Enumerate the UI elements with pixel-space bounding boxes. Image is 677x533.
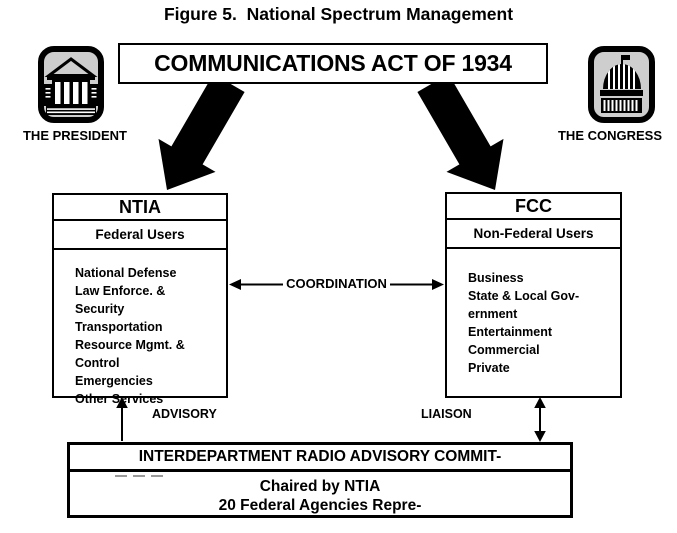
list-item: Commercial (468, 343, 540, 357)
coordination-label-text: COORDINATION (283, 276, 390, 291)
list-item: State & Local Gov- (468, 289, 580, 303)
list-item: Entertainment (468, 325, 553, 339)
list-item: National Defense (75, 266, 177, 280)
communications-act-box: COMMUNICATIONS ACT OF 1934 (118, 43, 548, 84)
list-item: Resource Mgmt. & (75, 338, 185, 352)
ntia-box (52, 193, 228, 406)
ntia-title: NTIA (54, 195, 226, 221)
ntia-subtitle: Federal Users (54, 221, 226, 250)
clipped-text-artifact (115, 475, 163, 477)
list-item: Private (468, 361, 510, 375)
fcc-title: FCC (447, 194, 620, 220)
list-item: Transportation (75, 320, 163, 334)
irac-chair-line: Chaired by NTIA (259, 478, 381, 495)
capitol-dome-icon (588, 46, 655, 123)
fcc-user-list (447, 249, 620, 396)
liaison-label: LIAISON (421, 407, 472, 421)
list-item: Business (468, 271, 524, 285)
list-item: Law Enforce. & (75, 284, 166, 298)
fcc-box (445, 192, 622, 398)
ntia-user-list (54, 250, 226, 408)
white-house-icon (38, 46, 104, 123)
irac-box (67, 442, 573, 518)
president-label: THE PRESIDENT (22, 128, 127, 143)
list-item: Other Services (75, 392, 164, 406)
liaison-arrowhead-up (534, 397, 546, 408)
arrow-act-to-ntia (159, 74, 245, 190)
advisory-label: ADVISORY (152, 407, 217, 421)
liaison-arrowhead-down (534, 431, 546, 442)
coordination-label (230, 276, 443, 291)
congress-label: THE CONGRESS (557, 128, 662, 143)
fcc-subtitle: Non-Federal Users (447, 220, 620, 249)
figure-title: Figure 5. National Spectrum Management (163, 4, 514, 24)
arrow-act-to-fcc (417, 74, 503, 190)
list-item: Security (75, 302, 125, 316)
irac-body (70, 472, 570, 515)
list-item: Control (75, 356, 120, 370)
list-item: ernment (468, 307, 518, 321)
irac-title: INTERDEPARTMENT RADIO ADVISORY COMMIT- (70, 445, 570, 472)
list-item: Emergencies (75, 374, 153, 388)
irac-agencies-line: 20 Federal Agencies Repre- (218, 497, 422, 514)
